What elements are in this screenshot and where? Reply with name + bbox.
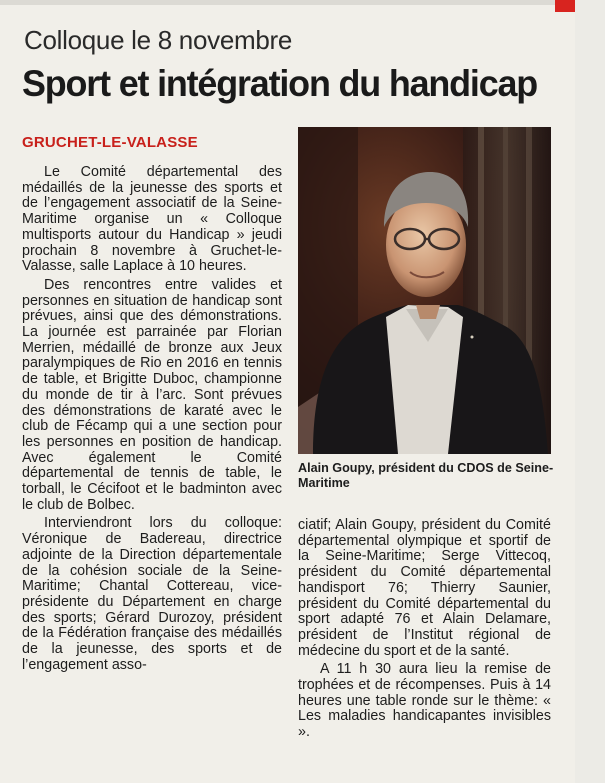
article-column-left <box>22 165 282 777</box>
article-paragraph: A 11 h 30 aura lieu la remise de trophées et de récompenses. Puis à 14 heures une table ronde sur le thème: « Les maladies handicapantes invisibles ». <box>298 661 551 741</box>
article-location: GRUCHET-LE-VALASSE <box>22 134 198 151</box>
article-paragraph: Des rencontres entre valides et personnes en situation de handicap sont prévues, ainsi que des démonstrations. La journée est parrainée par Florian Merrien, médaillé de bronze aux Jeux paralympiques de Rio en 2016 en tennis de table, et Brigitte Duboc, championne du monde de tir à l’arc. Sont prévues des démonstrations de karaté avec le club de Fécamp qui a une section pour les personnes en position de handicap. Avec également le Comité départemental de tennis de table, le torball, le Cécifoot et le badminton avec le club de Bolbec. <box>22 276 282 513</box>
article-paragraph: Le Comité départemental des médaillés de la jeunesse des sports et de l’engagement associatif de la Seine-Maritime organise un « Colloque multisports autour du Handicap » jeudi prochain 8 novembre à Gruchet-le-Valasse, salle Laplace à 10 heures. <box>22 165 282 275</box>
article-kicker: Colloque le 8 novembre <box>24 25 293 55</box>
portrait-image <box>298 127 551 454</box>
article-photo <box>298 127 551 454</box>
top-rule <box>0 0 605 5</box>
article-headline: Sport et intégration du handicap <box>22 63 538 104</box>
page-margin <box>575 0 605 783</box>
photo-caption: Alain Goupy, président du CDOS de Seine-Maritime <box>298 461 554 490</box>
article-paragraph: ciatif; Alain Goupy, président du Comité départemental olympique et sportif de la Seine-Maritime; Serge Vittecoq, président du Comité départemental handisport 76; Thierry Saunier, président du Comité départemental du sport adapté 76 et Alain Delamare, président de l’Institut régional de médecine du sport et de la santé. <box>298 518 551 659</box>
article-paragraph: Interviendront lors du colloque: Véronique de Badereau, directrice adjointe de la Direction départementale de la cohésion sociale de la Seine-Maritime; Chantal Cottereau, vice-présidente du Département en charge des sports; Gérard Durozoy, président de la Fédération française des médaillés de la jeunesse, des sports et de l’engagement asso- <box>22 515 282 673</box>
article-column-right <box>298 518 551 780</box>
